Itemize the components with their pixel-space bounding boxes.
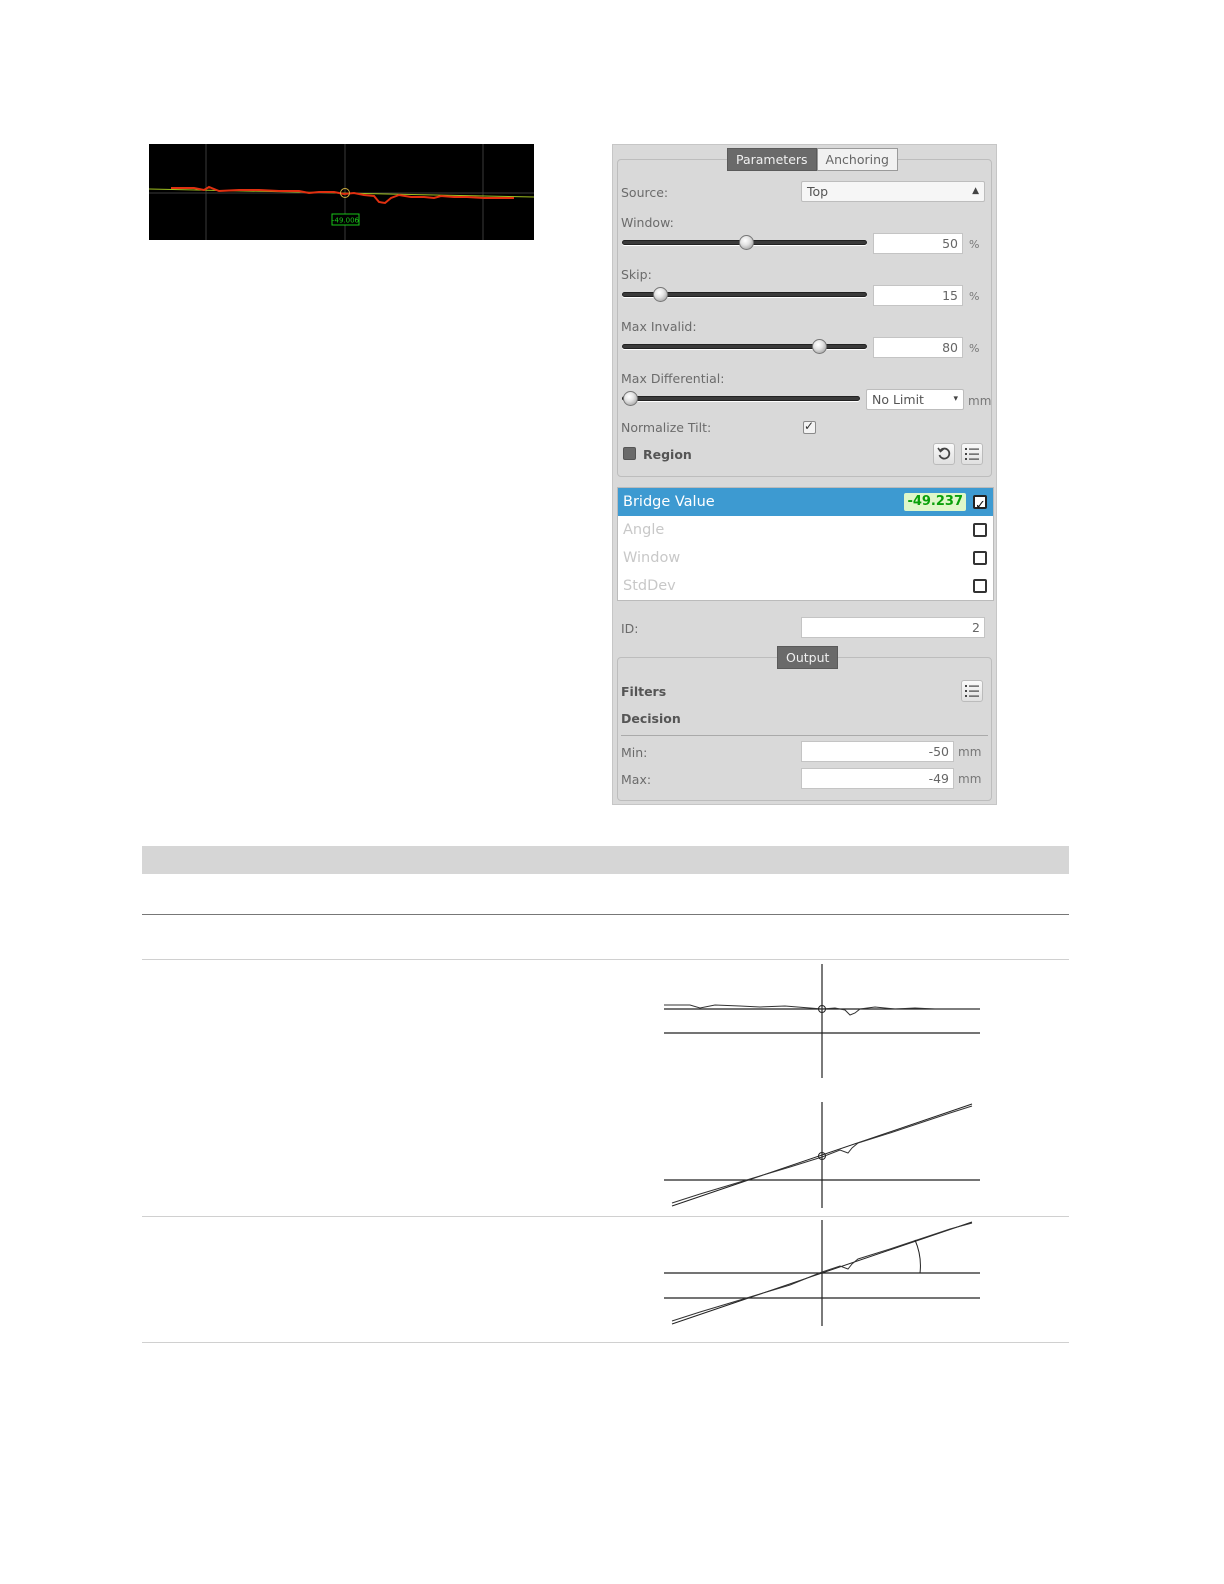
measurement-checkbox[interactable] <box>973 551 987 565</box>
max-differential-select[interactable] <box>866 389 964 410</box>
table-divider <box>142 1216 1069 1217</box>
source-label: Source: <box>621 185 669 200</box>
measurement-list <box>617 487 994 601</box>
decision-label: Decision <box>621 711 681 726</box>
table-divider <box>142 1342 1069 1343</box>
measurement-row-angle[interactable] <box>618 516 993 544</box>
measurement-value: -49.237 <box>904 493 966 511</box>
max-invalid-slider[interactable] <box>622 344 867 349</box>
measurement-row-window[interactable] <box>618 544 993 572</box>
max-invalid-input[interactable]: 80 <box>873 337 963 358</box>
reset-icon <box>937 447 951 461</box>
skip-slider[interactable] <box>622 292 867 297</box>
max-input[interactable]: -49 <box>801 768 954 789</box>
measurement-name: StdDev <box>623 578 676 594</box>
filters-button[interactable] <box>961 680 983 702</box>
source-select[interactable] <box>801 181 985 202</box>
max-unit: mm <box>958 772 982 786</box>
region-checkbox[interactable] <box>623 447 636 460</box>
window-slider[interactable] <box>622 240 867 245</box>
min-label: Min: <box>621 745 648 760</box>
measurement-name: Window <box>623 550 681 566</box>
table-header <box>142 846 1069 874</box>
measurement-row-bridge-value[interactable] <box>618 488 993 516</box>
list-icon <box>965 684 979 698</box>
measurement-checkbox[interactable] <box>973 523 987 537</box>
readout-value: -49.006 <box>331 216 360 225</box>
measurement-checkbox[interactable] <box>973 495 987 509</box>
profile-viewer <box>149 144 534 240</box>
tilted-angle-diagram <box>660 1218 985 1328</box>
filters-label: Filters <box>621 684 667 699</box>
max-differential-value: No Limit <box>872 392 924 407</box>
reset-button[interactable] <box>933 443 955 465</box>
dropdown-arrow-icon: ▾ <box>953 394 958 404</box>
region-list-button[interactable] <box>961 443 983 465</box>
divider <box>621 735 988 736</box>
tab-parameters[interactable]: Parameters <box>727 148 817 171</box>
max-differential-slider-handle[interactable] <box>623 391 638 406</box>
output-tabs <box>777 646 838 669</box>
measurement-name: Angle <box>623 522 665 538</box>
normalize-tilt-checkbox[interactable] <box>803 421 816 434</box>
measurement-name: Bridge Value <box>623 494 715 510</box>
measurement-checkbox[interactable] <box>973 579 987 593</box>
max-differential-slider[interactable] <box>622 396 860 401</box>
parameters-tabs <box>727 148 898 171</box>
skip-unit: % <box>969 290 980 303</box>
id-label: ID: <box>621 621 639 636</box>
region-label: Region <box>643 447 692 462</box>
max-label: Max: <box>621 772 652 787</box>
window-slider-handle[interactable] <box>739 235 754 250</box>
measurement-row-stddev[interactable] <box>618 572 993 600</box>
normalize-tilt-label: Normalize Tilt: <box>621 420 712 435</box>
min-input[interactable]: -50 <box>801 741 954 762</box>
skip-input[interactable]: 15 <box>873 285 963 306</box>
max-differential-label: Max Differential: <box>621 371 725 386</box>
list-icon <box>965 447 979 461</box>
skip-label: Skip: <box>621 267 652 282</box>
tab-anchoring[interactable]: Anchoring <box>817 148 898 171</box>
window-input[interactable]: 50 <box>873 233 963 254</box>
source-value: Top <box>807 184 829 199</box>
max-differential-unit: mm <box>968 394 992 408</box>
skip-slider-handle[interactable] <box>653 287 668 302</box>
window-unit: % <box>969 238 980 251</box>
flat-profile-diagram <box>660 962 985 1080</box>
updown-arrow-icon: ▲ <box>972 186 979 196</box>
max-invalid-unit: % <box>969 342 980 355</box>
id-input[interactable]: 2 <box>801 617 985 638</box>
tool-panel <box>612 144 997 805</box>
table-divider <box>142 959 1069 960</box>
max-invalid-slider-handle[interactable] <box>812 339 827 354</box>
max-invalid-label: Max Invalid: <box>621 319 697 334</box>
table-divider <box>142 914 1069 915</box>
profile-plot <box>149 144 534 240</box>
min-unit: mm <box>958 745 982 759</box>
window-label: Window: <box>621 215 674 230</box>
tilted-profile-diagram <box>660 1100 985 1210</box>
tab-output[interactable]: Output <box>777 646 838 669</box>
